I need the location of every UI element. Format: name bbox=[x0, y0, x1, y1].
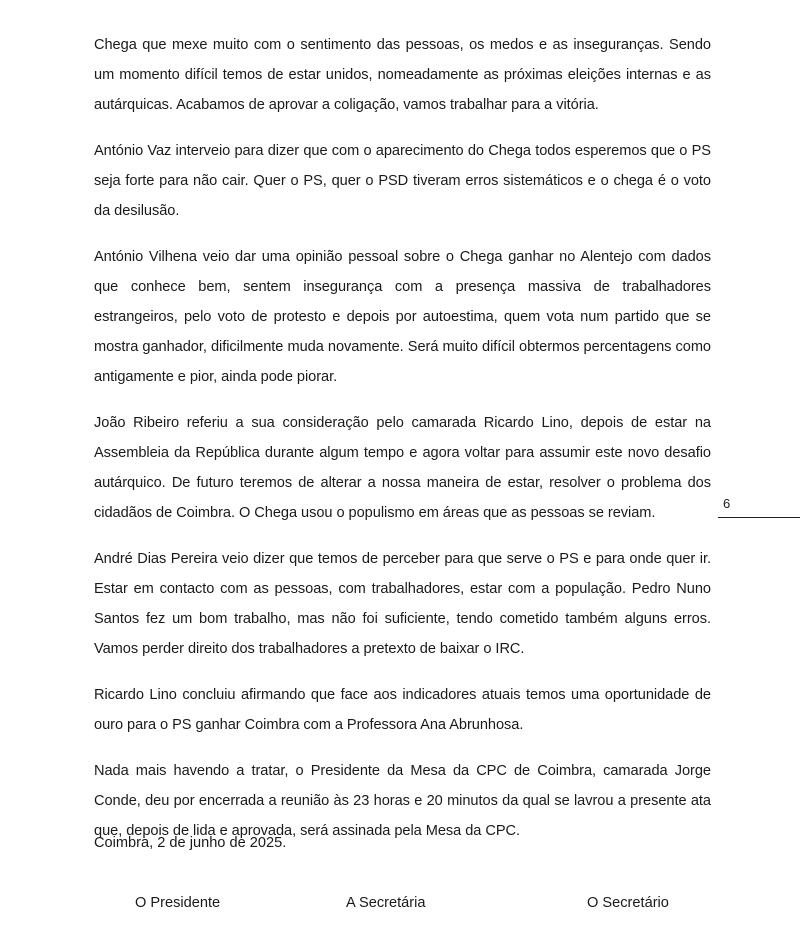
paragraph-chega-sentiment: Chega que mexe muito com o sentimento das pessoas, os medos e as inseguranças. Sendo um momento difícil temos de estar unidos, nomeadamente as próximas eleições internas e as autárquicas. Acabamos de aprovar a coligação, vamos trabalhar para a vitória. bbox=[94, 37, 711, 113]
place-and-date: Coimbra, 2 de junho de 2025. bbox=[94, 835, 287, 851]
signature-label-secretary-female: A Secretária bbox=[346, 895, 426, 911]
document-body bbox=[94, 30, 711, 862]
page-number-rule bbox=[718, 517, 800, 518]
signature-label-president: O Presidente bbox=[135, 895, 221, 911]
paragraph-antonio-vilhena: António Vilhena veio dar uma opinião pessoal sobre o Chega ganhar no Alentejo com dados que conhece bem, sentem insegurança com a presença massiva de trabalhadores estrangeiros, pelo voto de protesto e depois por autoestima, quem vota num partido que se mostra ganhador, dificilmente muda novamente. Será muito difícil obtermos percentagens como antigamente e pior, ainda pode piorar. bbox=[94, 249, 711, 385]
paragraph-antonio-vaz: António Vaz interveio para dizer que com o aparecimento do Chega todos esperemos que o PS seja forte para não cair. Quer o PS, quer o PSD tiveram erros sistemáticos e o chega é o voto da desilusão. bbox=[94, 143, 711, 219]
paragraph-joao-ribeiro: João Ribeiro referiu a sua consideração pelo camarada Ricardo Lino, depois de estar na Assembleia da República durante algum tempo e agora voltar para assumir este novo desafio autárquico. De futuro teremos de alterar a nossa maneira de estar, resolver o problema dos cidadãos de Coimbra. O Chega usou o populismo em áreas que as pessoas se reviam. bbox=[94, 415, 711, 521]
page-number: 6 bbox=[723, 496, 731, 511]
paragraph-closing: Nada mais havendo a tratar, o Presidente da Mesa da CPC de Coimbra, camarada Jorge Conde, deu por encerrada a reunião às 23 horas e 20 minutos da qual se lavrou a presente ata que, depois de lida e aprovada, será assinada pela Mesa da CPC. bbox=[94, 763, 711, 839]
paragraph-ricardo-lino: Ricardo Lino concluiu afirmando que face aos indicadores atuais temos uma oportunidade de ouro para o PS ganhar Coimbra com a Professora Ana Abrunhosa. bbox=[94, 687, 711, 733]
paragraph-andre-dias-pereira: André Dias Pereira veio dizer que temos de perceber para que serve o PS e para onde quer ir. Estar em contacto com as pessoas, com trabalhadores, estar com a população. Pedro Nuno Santos fez um bom trabalho, mas não foi suficiente, tendo cometido também alguns erros. Vamos perder direito dos trabalhadores a pretexto de baixar o IRC. bbox=[94, 551, 711, 657]
signature-label-secretary-male: O Secretário bbox=[587, 895, 669, 911]
